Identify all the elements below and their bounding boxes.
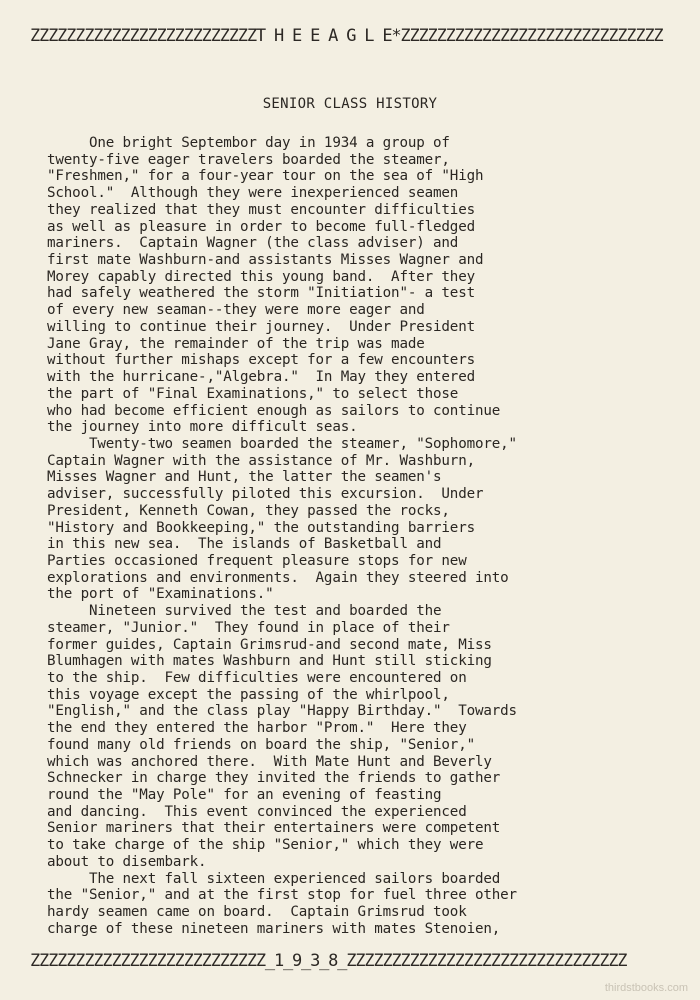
- body-line: twenty-five eager travelers boarded the steamer,: [47, 151, 450, 168]
- body-line: the "Senior," and at the first stop for fuel three other: [47, 887, 517, 904]
- page-title: SENIOR CLASS HISTORY: [262, 96, 438, 112]
- body-line: charge of these nineteen mariners with mates Stenoien,: [47, 920, 501, 937]
- body-line: of every new seaman--they were more eager and: [47, 302, 425, 319]
- body-line: Schnecker in charge they invited the friends to gather: [47, 770, 501, 787]
- body-line: who had become efficient enough as sailors to continue: [47, 402, 501, 419]
- body-line: the end they entered the harbor "Prom." Here they: [47, 720, 467, 737]
- body-line: School." Although they were inexperienced seamen: [47, 185, 459, 202]
- body-line: the port of "Examinations.": [47, 586, 274, 603]
- body-line: without further mishaps except for a few encounters: [47, 352, 475, 369]
- body-line: Parties occasioned frequent pleasure stops for new: [47, 552, 467, 569]
- header-rule: ZZZZZZZZZZZZZZZZZZZZZZZZZT H E E A G L E*ZZZZZZZZZZZZZZZZZZZZZZZZZZZZZ: [30, 26, 663, 46]
- body-line: to the ship. Few difficulties were encountered on: [47, 670, 467, 686]
- body-line: had safely weathered the storm "Initiation"- a test: [47, 285, 475, 302]
- body-line: found many old friends on board the ship, "Senior,": [47, 736, 475, 753]
- body-line: with the hurricane-,"Algebra." In May they entered: [47, 369, 475, 386]
- body-line: first mate Washburn-and assistants Misses Wagner and: [47, 252, 484, 269]
- body-line: which was anchored there. With Mate Hunt and Beverly: [47, 753, 492, 770]
- body-line: the part of "Final Examinations," to select those: [47, 385, 459, 402]
- body-line: hardy seamen came on board. Captain Grimsrud took: [47, 904, 467, 921]
- body-line: "English," and the class play "Happy Birthday." Towards: [47, 703, 517, 720]
- body-line: and dancing. This event convinced the experienced: [47, 803, 467, 820]
- body-line: willing to continue their journey. Under President: [47, 318, 475, 335]
- body-line: round the "May Pole" for an evening of feasting: [47, 787, 442, 804]
- body-line: the journey into more difficult seas.: [47, 419, 358, 436]
- footer-rule: ZZZZZZZZZZZZZZZZZZZZZZZZZZ_1_9_3_8_ZZZZZZZZZZZZZZZZZZZZZZZZZZZZZZZ: [30, 951, 627, 971]
- body-line: they realized that they must encounter difficulties: [47, 201, 475, 218]
- body-line: The next fall sixteen experienced sailors boarded: [47, 870, 501, 887]
- body-line: President, Kenneth Cowan, they passed the rocks,: [47, 502, 450, 519]
- body-line: steamer, "Junior." They found in place of their: [47, 619, 450, 636]
- body-line: One bright Septembor day in 1934 a group of: [47, 135, 450, 151]
- body-line: in this new sea. The islands of Basketball and: [47, 536, 442, 553]
- body-line: Captain Wagner with the assistance of Mr. Washburn,: [47, 452, 475, 469]
- body-line: "History and Bookkeeping," the outstanding barriers: [47, 519, 475, 536]
- body-line: explorations and environments. Again they steered into: [47, 569, 509, 586]
- body-line: adviser, successfully piloted this excursion. Under: [47, 486, 484, 503]
- watermark: thirdstbooks.com: [604, 982, 688, 994]
- body-line: Senior mariners that their entertainers were competent: [47, 820, 501, 837]
- history-body: [47, 135, 647, 938]
- body-line: as well as pleasure in order to become full-fledged: [47, 218, 475, 235]
- body-line: Misses Wagner and Hunt, the latter the seamen's: [47, 469, 442, 486]
- body-line: to take charge of the ship "Senior," which they were: [47, 837, 484, 854]
- body-line: Morey capably directed this young band. After they: [47, 268, 475, 285]
- body-line: Jane Gray, the remainder of the trip was made: [47, 335, 425, 352]
- body-line: "Freshmen," for a four-year tour on the sea of "High: [47, 168, 484, 185]
- body-line: former guides, Captain Grimsrud-and second mate, Miss: [47, 636, 492, 653]
- body-line: Nineteen survived the test and boarded the: [47, 603, 442, 620]
- body-line: this voyage except the passing of the whirlpool,: [47, 686, 450, 703]
- body-line: mariners. Captain Wagner (the class adviser) and: [47, 235, 459, 252]
- body-line: Blumhagen with mates Washburn and Hunt still sticking: [47, 653, 492, 670]
- body-line: about to disembark.: [47, 853, 207, 870]
- body-line: Twenty-two seamen boarded the steamer, "Sophomore,": [47, 435, 517, 452]
